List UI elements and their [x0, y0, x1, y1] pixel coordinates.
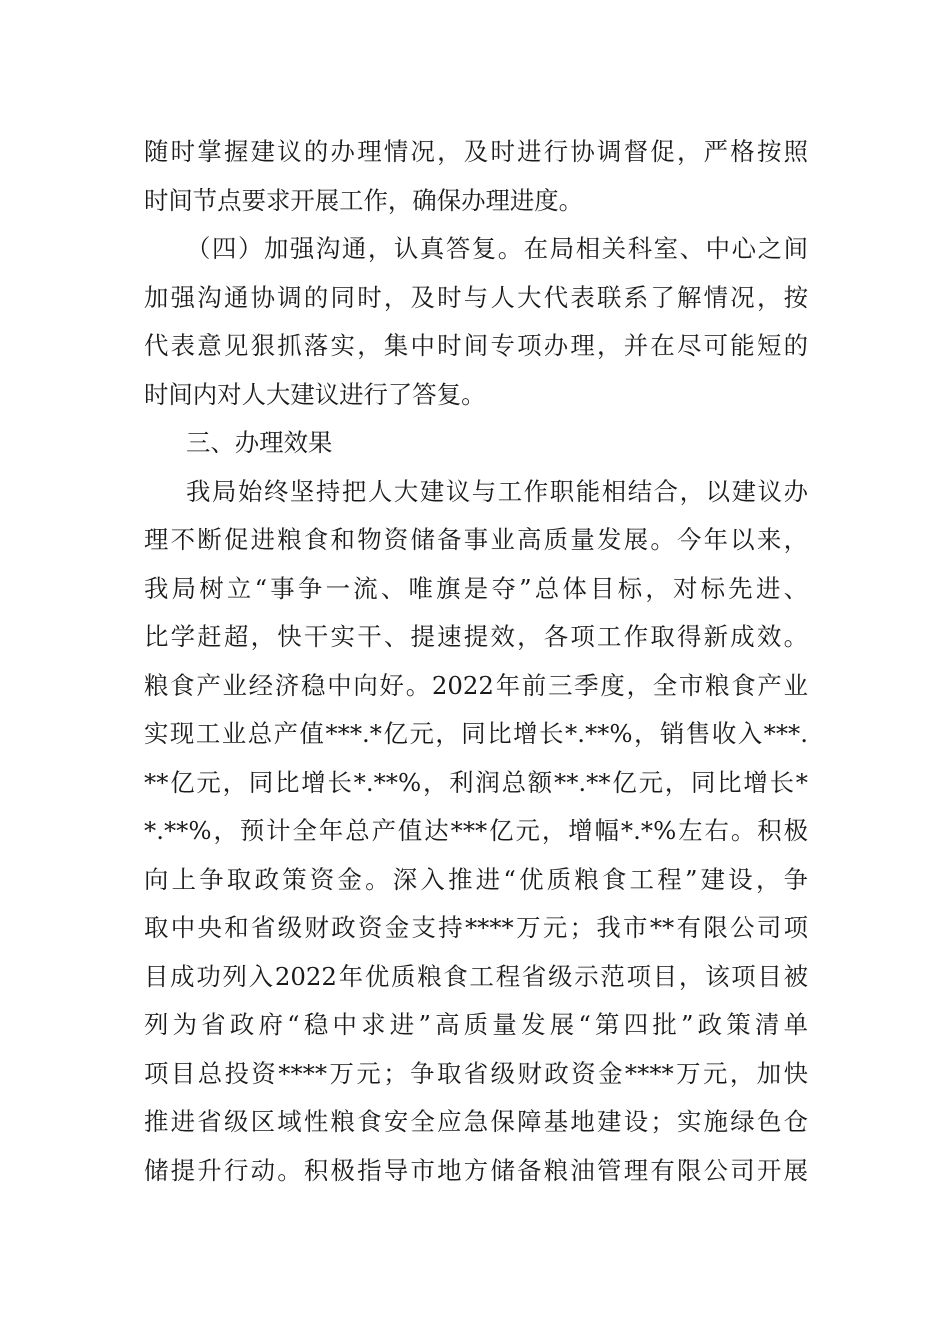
text-line: 目成功列入2022年优质粮食工程省级示范项目，该项目被 — [144, 961, 808, 991]
text-line: 实现工业总产值***.*亿元，同比增长*.**%，销售收入***. — [144, 719, 808, 748]
text-line: 项目总投资****万元；争取省级财政资金****万元，加快 — [144, 1058, 808, 1088]
text-line: *.**%，预计全年总产值达***亿元，增幅*.*%左右。积极 — [144, 816, 808, 845]
text-line: 我局始终坚持把人大建议与工作职能相结合，以建议办 — [186, 476, 808, 506]
text-line: 时间节点要求开展工作，确保办理进度。 — [144, 185, 584, 215]
text-line: 我局树立“事争一流、唯旗是夺”总体目标，对标先进、 — [144, 573, 808, 603]
text-line: **亿元，同比增长*.**%，利润总额**.**亿元，同比增长* — [144, 767, 808, 797]
text-line: 随时掌握建议的办理情况，及时进行协调督促，严格按照 — [144, 137, 808, 166]
text-line: 加强沟通协调的同时，及时与人大代表联系了解情况，按 — [144, 282, 808, 312]
text-line: 代表意见狠抓落实，集中时间专项办理，并在尽可能短的 — [144, 331, 808, 360]
text-line: 粮食产业经济稳中向好。2022年前三季度，全市粮食产业 — [144, 670, 808, 700]
text-line: 理不断促进粮食和物资储备事业高质量发展。今年以来， — [144, 525, 808, 554]
text-line: 储提升行动。积极指导市地方储备粮油管理有限公司开展 — [144, 1155, 808, 1185]
text-line: 推进省级区域性粮食安全应急保障基地建设；实施绿色仓 — [144, 1107, 808, 1136]
text-line: 比学赶超，快干实干、提速提效，各项工作取得新成效。 — [144, 622, 808, 651]
text-line: 向上争取政策资金。深入推进“优质粮食工程”建设，争 — [144, 864, 808, 894]
text-line: 列为省政府“稳中求进”高质量发展“第四批”政策清单 — [144, 1010, 808, 1039]
text-line: 时间内对人大建议进行了答复。 — [144, 379, 486, 409]
text-line: 三、办理效果 — [186, 428, 333, 457]
document-body — [144, 128, 808, 1195]
text-line: （四）加强沟通，认真答复。在局相关科室、中心之间 — [186, 234, 808, 263]
text-line: 取中央和省级财政资金支持****万元；我市**有限公司项 — [144, 913, 808, 942]
